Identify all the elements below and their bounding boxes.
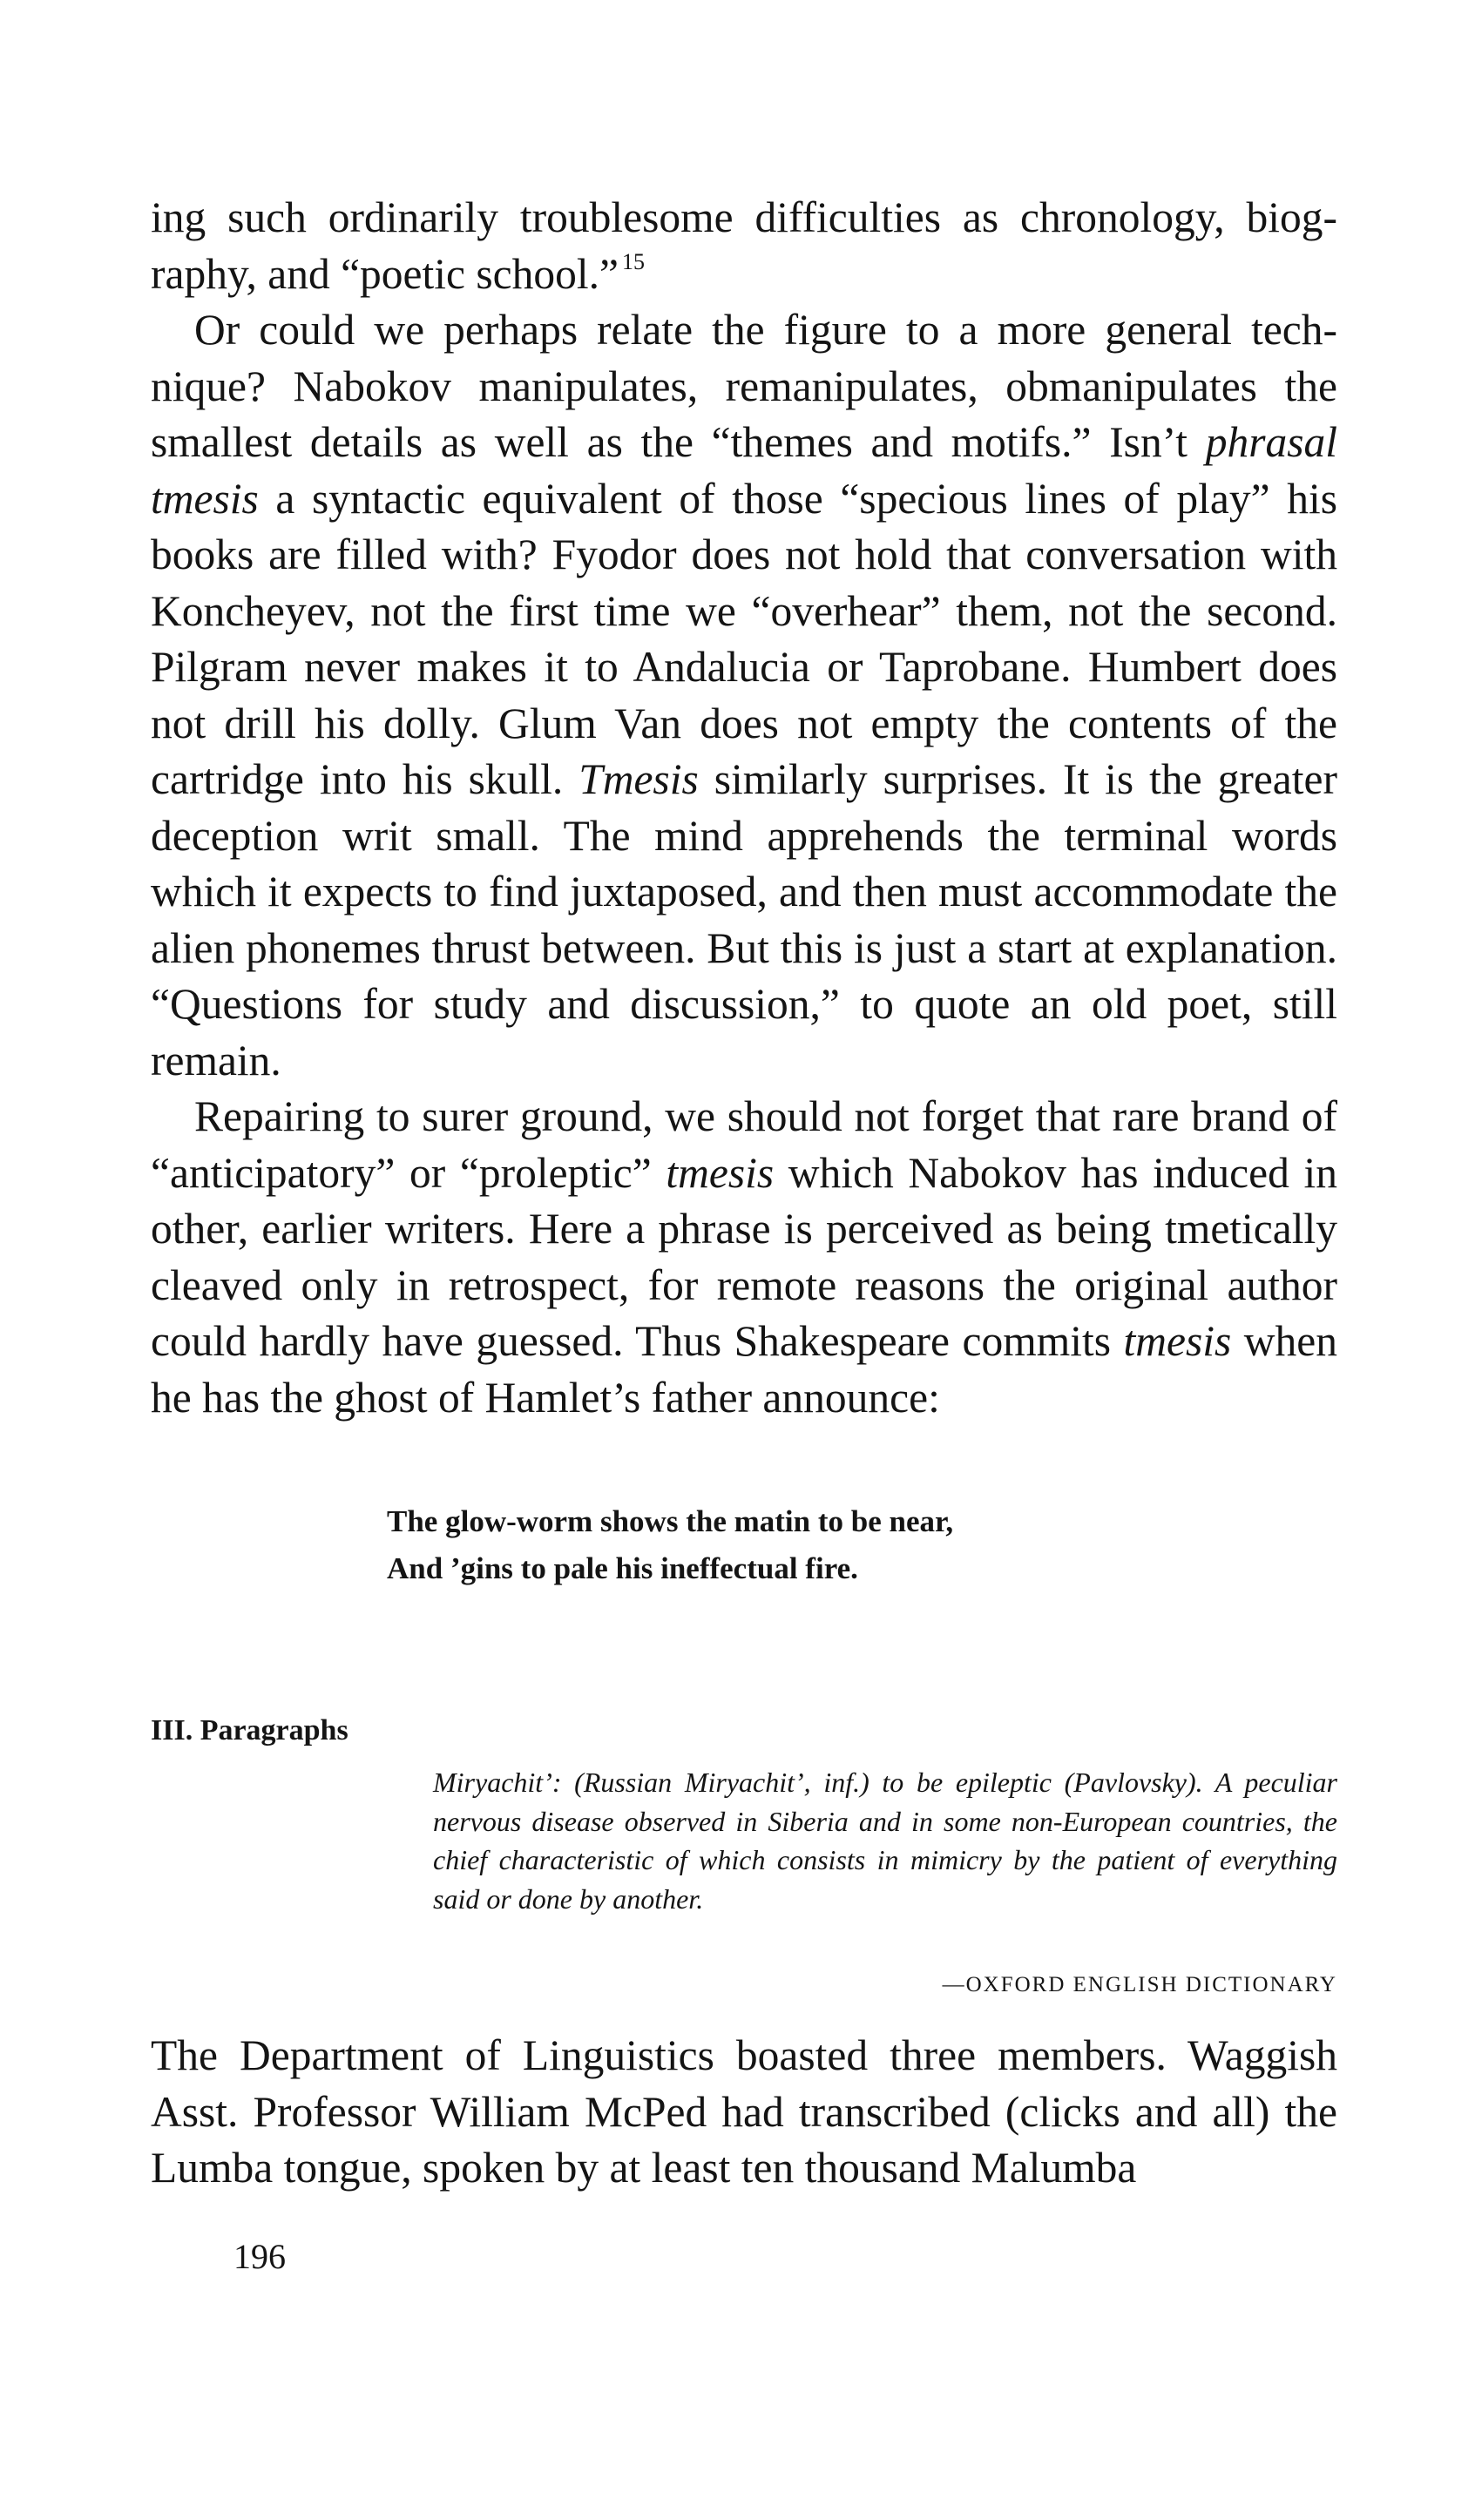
- epigraph: Miryachit’: (Russian Miryachit’, inf.) to be epileptic (Pavlovsky). A peculiar nervous disease observed in Siberia and in some non-European countries, the chief characteristic of which consists in mimicry by the patient of everything said or done by another.: [433, 1767, 1337, 1915]
- paragraph-text: ing such ordinarily troublesome difficulties as chronology, biography, and “poetic school.”: [151, 193, 1337, 298]
- footnote-reference: 15: [621, 248, 645, 274]
- paragraph: The Department of Linguistics boasted three members. Waggish Asst. Professor William McPed had transcribed (clicks and all) the Lumba tongue, spoken by at least ten thousand Malumba: [151, 2031, 1337, 2192]
- section-heading: III. Paragraphs: [151, 1714, 348, 1746]
- paragraph-text: a syntactic equivalent of those “specious lines of play” his books are filled with? Fyodor does not hold that conversation with Koncheyev, not the first time we “overhear” them, not the second. Pilgram never makes it to Andalucia or Taprobane. Humbert does not drill his dolly. Glum Van does not empty the contents of the cartridge into his skull.: [151, 474, 1337, 803]
- verse-line: The glow-worm shows the matin to be near,: [387, 1504, 954, 1538]
- paragraph-text: Repairing to surer ground, we should not forget that rare brand of “anticipatory” or “proleptic”: [151, 1092, 1337, 1197]
- paragraph: [151, 1089, 1337, 1426]
- epigraph-attribution: —OXFORD ENGLISH DICTIONARY: [942, 1973, 1337, 1996]
- paragraph: [151, 302, 1337, 1089]
- italic-term: phrasal tmesis: [151, 418, 1337, 523]
- italic-term: Tmesis: [578, 755, 699, 803]
- italic-term: tmesis: [666, 1148, 775, 1197]
- paragraph-text: which Nabokov has induced in other, earlier writers. Here a phrase is perceived as being tmetically cleaved only in retrospect, for remote reasons the original author could hardly have guessed. Thus Shakespeare commits: [151, 1148, 1337, 1365]
- paragraph-text: similarly surprises. It is the greater deception writ small. The mind apprehends the terminal words which it expects to find juxtaposed, and then must accommodate the alien phonemes thrust between. But this is just a start at explanation. “Questions for study and discussion,” to quote an old poet, still remain.: [151, 755, 1337, 1084]
- paragraph-text: Or could we perhaps relate the figure to a more general technique? Nabokov manipulates, remanipulates, obmanipulates the smallest details as well as the “themes and motifs.” Isn’t: [151, 306, 1337, 466]
- italic-term: tmesis: [1123, 1317, 1232, 1365]
- main-text-block: [151, 190, 1337, 1426]
- paragraph-continued: [151, 190, 1337, 302]
- paragraph-text: when he has the ghost of Hamlet’s father announce:: [151, 1317, 1337, 1422]
- page-number: 196: [233, 2237, 286, 2276]
- verse-line: And ’gins to pale his ineffectual fire.: [387, 1551, 858, 1585]
- section-text-block: [151, 2028, 1337, 2197]
- verse-quotation: [387, 1498, 953, 1592]
